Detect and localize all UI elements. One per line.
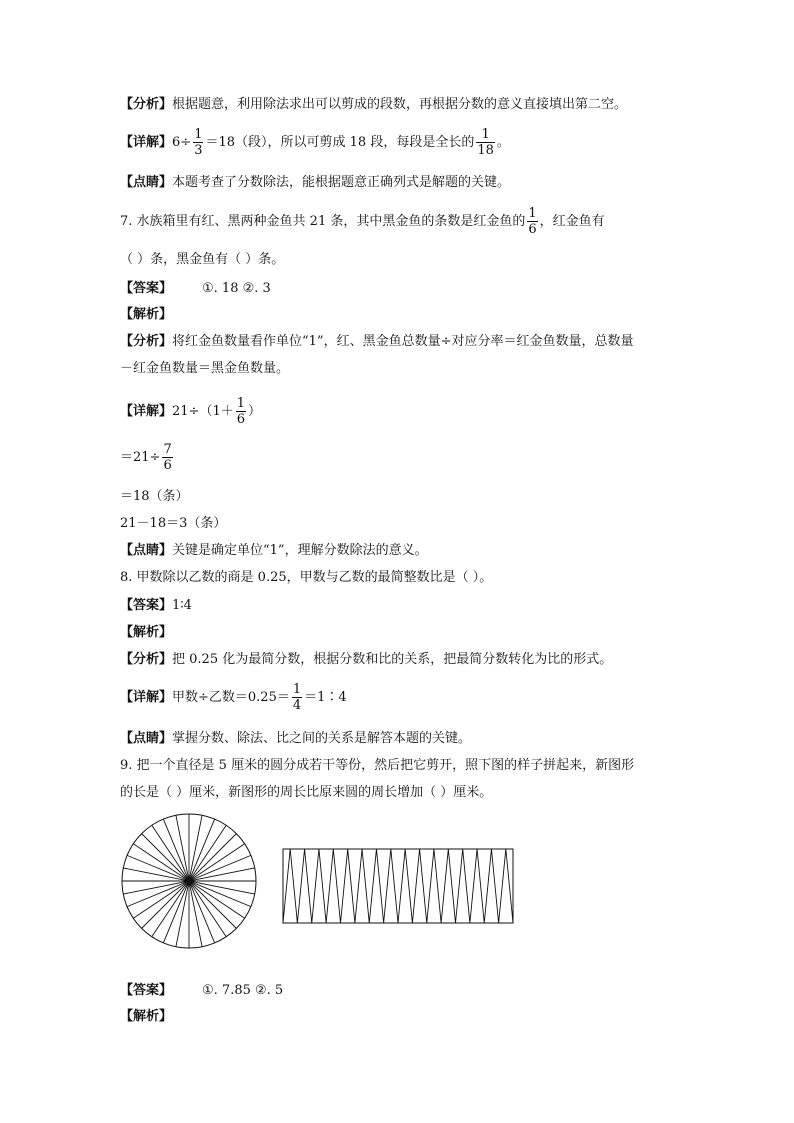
fraction xyxy=(162,442,172,473)
fraction xyxy=(476,127,495,158)
q7-detail-line-1 xyxy=(120,396,261,427)
fraction-numerator: 1 xyxy=(528,206,537,221)
analysis-text: 根据题意，利用除法求出可以剪成的段数，再根据分数的意义直接填出第二空。 xyxy=(172,97,628,112)
zigzag-sectors xyxy=(283,849,513,923)
fraction-denominator: 6 xyxy=(236,412,246,427)
detail-tag: 【详解】 xyxy=(120,135,173,150)
q7-analysis-line-1 xyxy=(120,333,633,351)
detail-tag: 【详解】 xyxy=(120,690,173,705)
fraction xyxy=(292,682,302,713)
circle-sectors xyxy=(122,814,256,948)
fraction-numerator: 1 xyxy=(292,682,302,697)
jiexi-tag: 【解析】 xyxy=(120,625,173,640)
q9-stem-line-2: 的长是（ ）厘米，新图形的周长比原来圆的周长增加（ ）厘米。 xyxy=(120,785,493,800)
detail-text: ＝18（段），所以可剪成 18 段，每段是全长的 xyxy=(205,135,475,150)
fraction-numerator: 7 xyxy=(163,442,172,457)
point-tag: 【点睛】 xyxy=(120,731,173,746)
q9-answer-line xyxy=(120,982,283,1000)
fraction-denominator: 4 xyxy=(292,698,302,713)
divided-circle-figure xyxy=(118,810,260,952)
detail-text: 。 xyxy=(496,135,510,150)
fraction xyxy=(236,396,246,427)
q7-analysis-line-2: －红金鱼数量＝黑金鱼数量。 xyxy=(120,361,290,376)
rearranged-parallelogram-figure xyxy=(280,846,516,926)
answer-tag: 【答案】 xyxy=(120,983,173,998)
fraction xyxy=(193,127,203,158)
q8-detail-line xyxy=(120,682,347,713)
q8-point-line xyxy=(120,730,471,748)
fraction xyxy=(527,206,537,237)
analysis-tag: 【分析】 xyxy=(120,334,173,349)
fraction-numerator: 1 xyxy=(236,396,246,411)
detail-text: ＝1∶4 xyxy=(304,690,347,705)
detail-text: 甲数÷乙数＝0.25＝ xyxy=(172,690,290,705)
jiexi-tag: 【解析】 xyxy=(120,307,173,322)
q6-analysis-line xyxy=(120,96,627,114)
q8-analysis-line xyxy=(120,651,612,669)
analysis-tag: 【分析】 xyxy=(120,97,173,112)
q9-stem-line-1: 9. 把一个直径是 5 厘米的圆分成若干等份，然后把它剪开，照下图的样子拼起来，新图形 xyxy=(120,758,635,773)
analysis-tag: 【分析】 xyxy=(120,652,173,667)
analysis-text: 把 0.25 化为最简分数，根据分数和比的关系，把最简分数转化为比的形式。 xyxy=(172,652,613,667)
q7-detail-line-4: 21－18＝3（条） xyxy=(120,516,227,531)
detail-text: ＝21÷ xyxy=(120,450,161,465)
detail-tag: 【详解】 xyxy=(120,404,173,419)
q7-detail-line-2 xyxy=(120,442,175,473)
detail-text: 6÷ xyxy=(172,135,192,150)
fraction-denominator: 6 xyxy=(163,458,172,473)
fraction-denominator: 3 xyxy=(194,143,203,158)
point-tag: 【点睛】 xyxy=(120,543,173,558)
fraction-denominator: 6 xyxy=(528,222,537,237)
answer-text: ①. 18 ②. 3 xyxy=(202,281,271,296)
q7-point-line xyxy=(120,542,428,560)
q7-detail-line-3: ＝18（条） xyxy=(120,489,189,504)
q8-stem-line: 8. 甲数除以乙数的商是 0.25，甲数与乙数的最简整数比是（ ）。 xyxy=(120,570,493,585)
answer-text: ①. 7.85 ②. 5 xyxy=(202,983,284,998)
detail-text: 21÷（1＋ xyxy=(172,404,234,419)
fraction-denominator: 18 xyxy=(477,143,494,158)
point-text: 掌握分数、除法、比之间的关系是解答本题的关键。 xyxy=(172,731,472,746)
q7-stem-line-1 xyxy=(120,206,605,237)
q6-point-line xyxy=(120,174,510,192)
question-text: ，红金鱼有 xyxy=(539,214,605,229)
fraction-numerator: 1 xyxy=(194,127,203,142)
answer-tag: 【答案】 xyxy=(120,598,173,613)
detail-text: ） xyxy=(248,404,262,419)
question-text: 7. 水族箱里有红、黑两种金鱼共 21 条，其中黑金鱼的条数是红金鱼的 xyxy=(120,214,526,229)
jiexi-tag: 【解析】 xyxy=(120,1009,173,1024)
q6-detail-line xyxy=(120,127,510,158)
q7-answer-line xyxy=(120,280,271,298)
point-text: 本题考查了分数除法，能根据题意正确列式是解题的关键。 xyxy=(172,175,511,190)
q8-answer-line xyxy=(120,597,192,615)
answer-tag: 【答案】 xyxy=(120,281,173,296)
point-text: 关键是确定单位“1”，理解分数除法的意义。 xyxy=(172,543,428,558)
fraction-numerator: 1 xyxy=(481,127,490,142)
q7-stem-line-2: （ ）条，黑金鱼有（ ）条。 xyxy=(120,252,285,267)
point-tag: 【点睛】 xyxy=(120,175,173,190)
analysis-text: 将红金鱼数量看作单位“1”，红、黑金鱼总数量÷对应分率＝红金鱼数量，总数量 xyxy=(172,334,634,349)
answer-text: 1∶4 xyxy=(172,598,192,613)
